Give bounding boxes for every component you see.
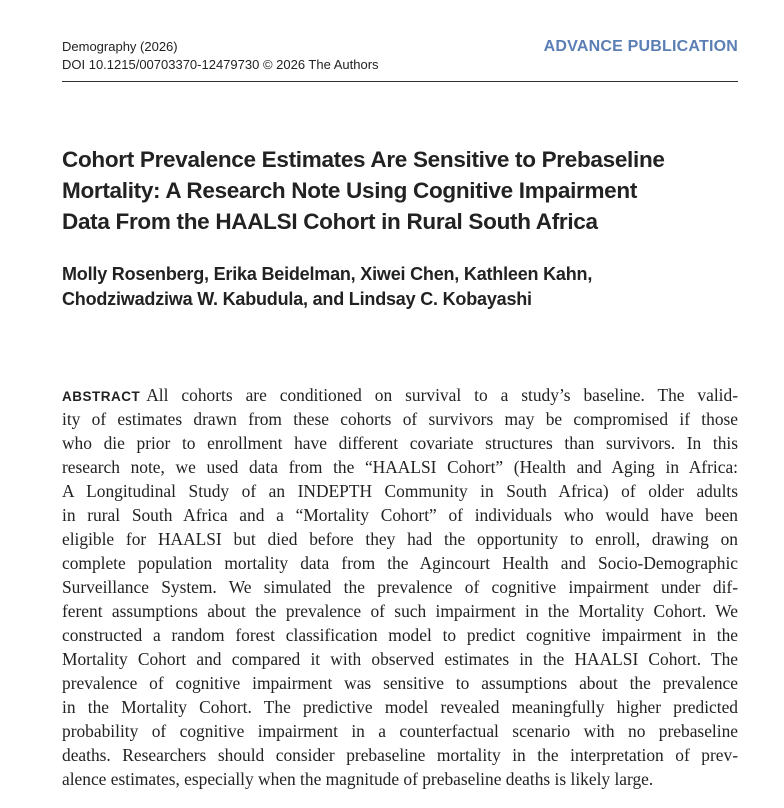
abstract-line: ferent assumptions about the prevalence of such impairment in the Mortality Cohort. We [62, 601, 738, 621]
abstract-line [62, 383, 738, 407]
title-line: Cohort Prevalence Estimates Are Sensitive to Prebaseline [62, 147, 665, 172]
author-line: Chodziwadziwa W. Kabudula, and Lindsay C. Kobayashi [62, 289, 532, 309]
abstract-line: in the Mortality Cohort. The predictive model revealed meaningfully higher predicted [62, 697, 738, 717]
abstract [62, 383, 738, 791]
abstract-line: deaths. Researchers should consider prebaseline mortality in the interpretation of prev- [62, 745, 738, 765]
abstract-line: probability of cognitive impairment in a counterfactual scenario with no prebaseline [62, 721, 738, 741]
author-list [62, 262, 738, 312]
abstract-line: complete population mortality data from the Agincourt Health and Socio-Demographic [62, 553, 738, 573]
abstract-line: constructed a random forest classification model to predict cognitive impairment in the [62, 625, 738, 645]
abstract-line: prevalence of cognitive impairment was sensitive to assumptions about the prevalence [62, 673, 738, 693]
page-header [62, 38, 738, 82]
abstract-line: ity of estimates drawn from these cohorts of survivors may be compromised if those [62, 409, 738, 429]
author-line: Molly Rosenberg, Erika Beidelman, Xiwei Chen, Kathleen Kahn, [62, 264, 593, 284]
abstract-line: Mortality Cohort and compared it with observed estimates in the HAALSI Cohort. The [62, 649, 738, 669]
doi-copyright: DOI 10.1215/00703370-12479730 © 2026 The Authors [62, 57, 379, 72]
advance-publication-badge: ADVANCE PUBLICATION [543, 38, 738, 55]
abstract-label: ABSTRACT [62, 389, 141, 404]
abstract-line: eligible for HAALSI but died before they had the opportunity to enroll, drawing on [62, 529, 738, 549]
title-line: Mortality: A Research Note Using Cognitive Impairment [62, 178, 638, 203]
abstract-line: who die prior to enrollment have different covariate structures than survivors. In this [62, 433, 738, 453]
abstract-text: All cohorts are conditioned on survival to a study’s baseline. The valid- [146, 385, 738, 405]
abstract-line: in rural South Africa and a “Mortality Cohort” of individuals who would have been [62, 505, 738, 525]
abstract-line: Surveillance System. We simulated the prevalence of cognitive impairment under dif- [62, 577, 738, 597]
journal-name: Demography (2026) [62, 39, 178, 54]
abstract-line: alence estimates, especially when the magnitude of prebaseline deaths is likely large. [62, 769, 654, 789]
title-line: Data From the HAALSI Cohort in Rural South Africa [62, 209, 598, 234]
article-title [62, 144, 738, 237]
abstract-line: research note, we used data from the “HAALSI Cohort” (Health and Aging in Africa: [62, 457, 738, 477]
abstract-line: A Longitudinal Study of an INDEPTH Community in South Africa) of older adults [62, 481, 738, 501]
